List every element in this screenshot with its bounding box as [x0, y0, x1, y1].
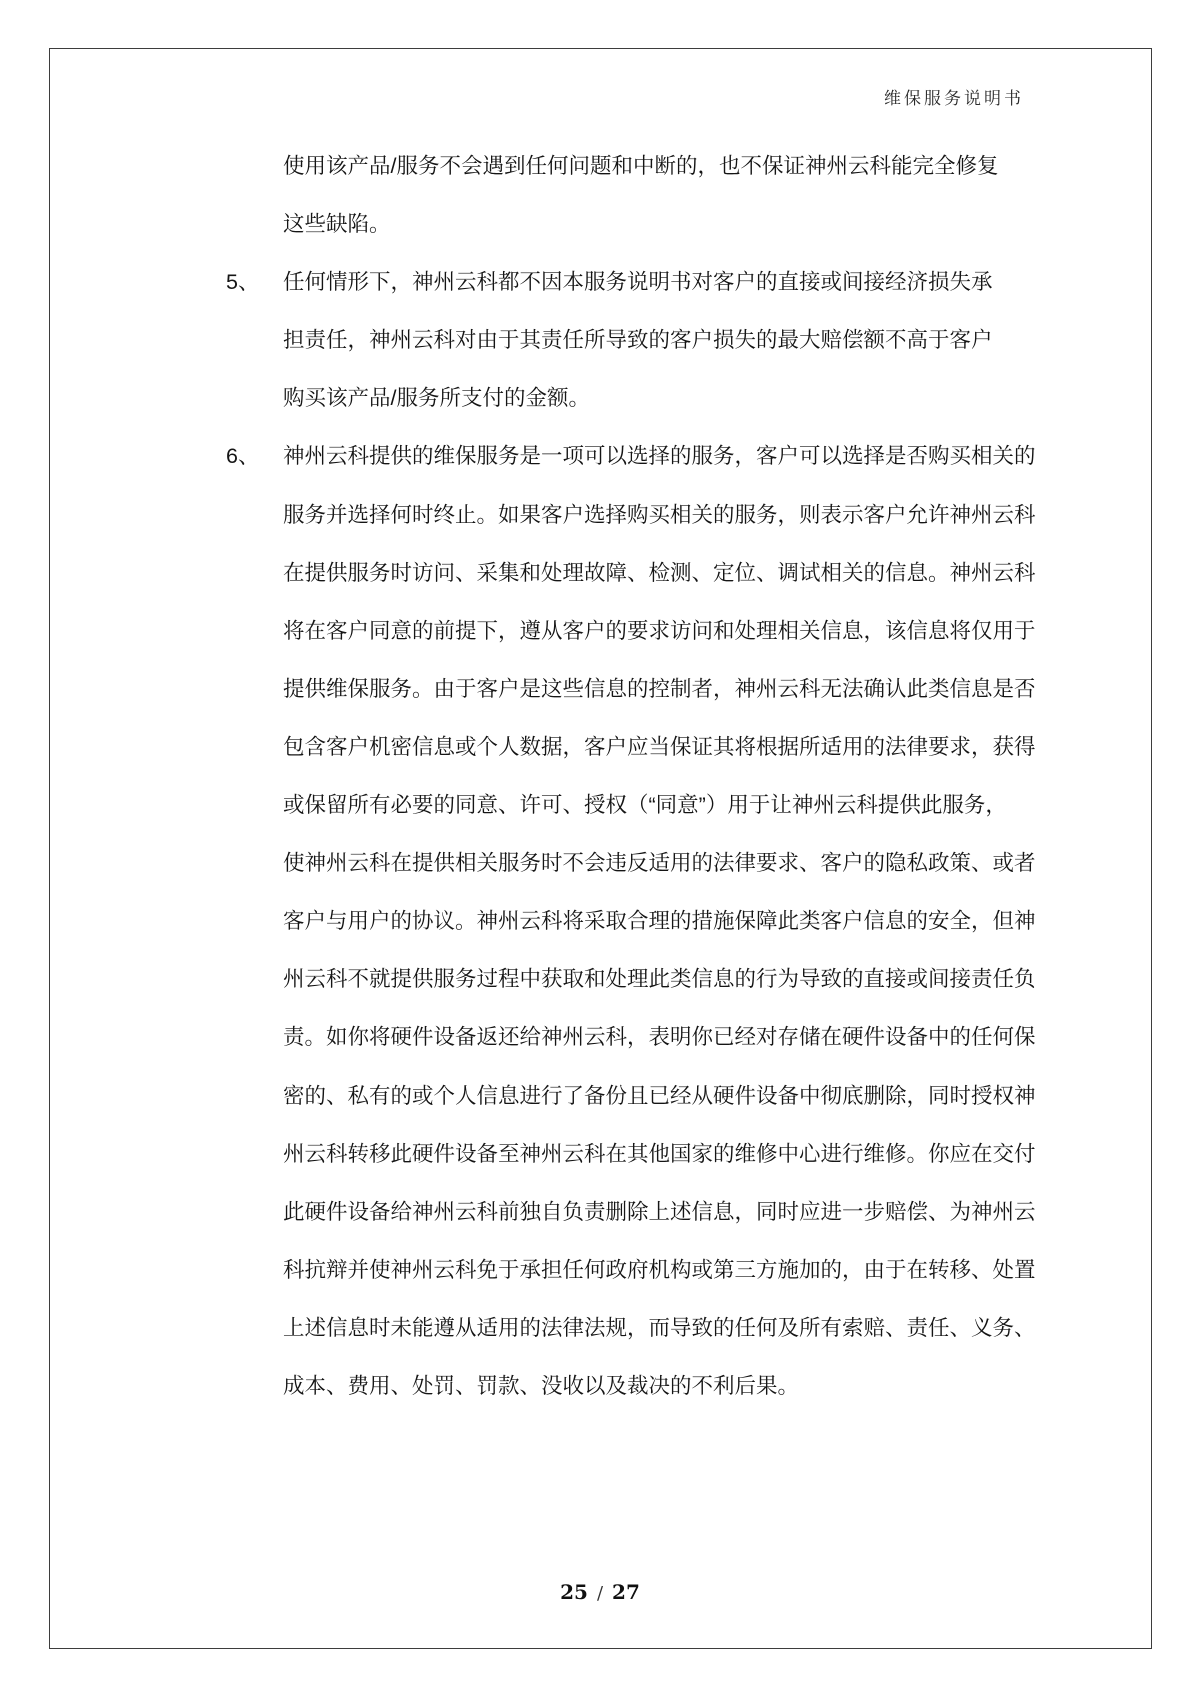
text-line: 成本、费用、处罚、罚款、没收以及裁决的不利后果。: [283, 1373, 800, 1398]
text-line: 上述信息时未能遵从适用的法律法规，而导致的任何及所有索赔、责任、义务、: [283, 1315, 1036, 1340]
list-item: [226, 253, 993, 427]
text-line: 神州云科提供的维保服务是一项可以选择的服务，客户可以选择是否购买相关的: [283, 444, 1036, 469]
text-line: 或保留所有必要的同意、许可、授权（“同意”）用于让神州云科提供此服务，: [283, 793, 1007, 818]
list-item-number: 5、: [226, 270, 260, 295]
terms-list: [226, 137, 1036, 1415]
text-line: 客户与用户的协议。神州云科将采取合理的措施保障此类客户信息的安全，但神: [283, 909, 1036, 934]
text-line: 提供维保服务。由于客户是这些信息的控制者，神州云科无法确认此类信息是否: [283, 676, 1036, 701]
text-line: 包含客户机密信息或个人数据，客户应当保证其将根据所适用的法律要求，获得: [283, 734, 1036, 759]
text-line: 任何情形下，神州云科都不因本服务说明书对客户的直接或间接经济损失承: [283, 270, 993, 295]
text-line: 服务并选择何时终止。如果客户选择购买相关的服务，则表示客户允许神州云科: [283, 502, 1036, 527]
text-line: 在提供服务时访问、采集和处理故障、检测、定位、调试相关的信息。神州云科: [283, 560, 1036, 585]
text-line: 这些缺陷。: [283, 212, 391, 237]
page-number: [0, 1580, 1200, 1604]
text-line: 使神州云科在提供相关服务时不会违反适用的法律要求、客户的隐私政策、或者: [283, 851, 1036, 876]
text-line: 此硬件设备给神州云科前独自负责删除上述信息，同时应进一步赔偿、为神州云: [283, 1199, 1036, 1224]
text-line: 州云科转移此硬件设备至神州云科在其他国家的维修中心进行维修。你应在交付: [283, 1141, 1036, 1166]
document-header-title: 维保服务说明书: [884, 89, 1024, 109]
page-number-total: 27: [612, 1580, 640, 1604]
list-item: [226, 427, 1036, 1415]
text-line: 使用该产品/服务不会遇到任何问题和中断的，也不保证神州云科能完全修复: [283, 154, 999, 178]
list-item: [283, 137, 999, 253]
list-item-number: 6、: [226, 444, 260, 469]
page-number-current: 25: [560, 1580, 588, 1604]
text-line: 责。如你将硬件设备返还给神州云科，表明你已经对存储在硬件设备中的任何保: [283, 1025, 1036, 1050]
text-line: 将在客户同意的前提下，遵从客户的要求访问和处理相关信息，该信息将仅用于: [283, 618, 1036, 643]
text-line: 密的、私有的或个人信息进行了备份且已经从硬件设备中彻底删除，同时授权神: [283, 1083, 1036, 1108]
text-line: 州云科不就提供服务过程中获取和处理此类信息的行为导致的直接或间接责任负: [283, 967, 1036, 992]
text-line: 科抗辩并使神州云科免于承担任何政府机构或第三方施加的，由于在转移、处置: [283, 1257, 1036, 1282]
page-number-divider: /: [596, 1583, 604, 1604]
text-line: 担责任，神州云科对由于其责任所导致的客户损失的最大赔偿额不高于客户: [283, 328, 993, 353]
text-line: 购买该产品/服务所支付的金额。: [283, 386, 590, 411]
